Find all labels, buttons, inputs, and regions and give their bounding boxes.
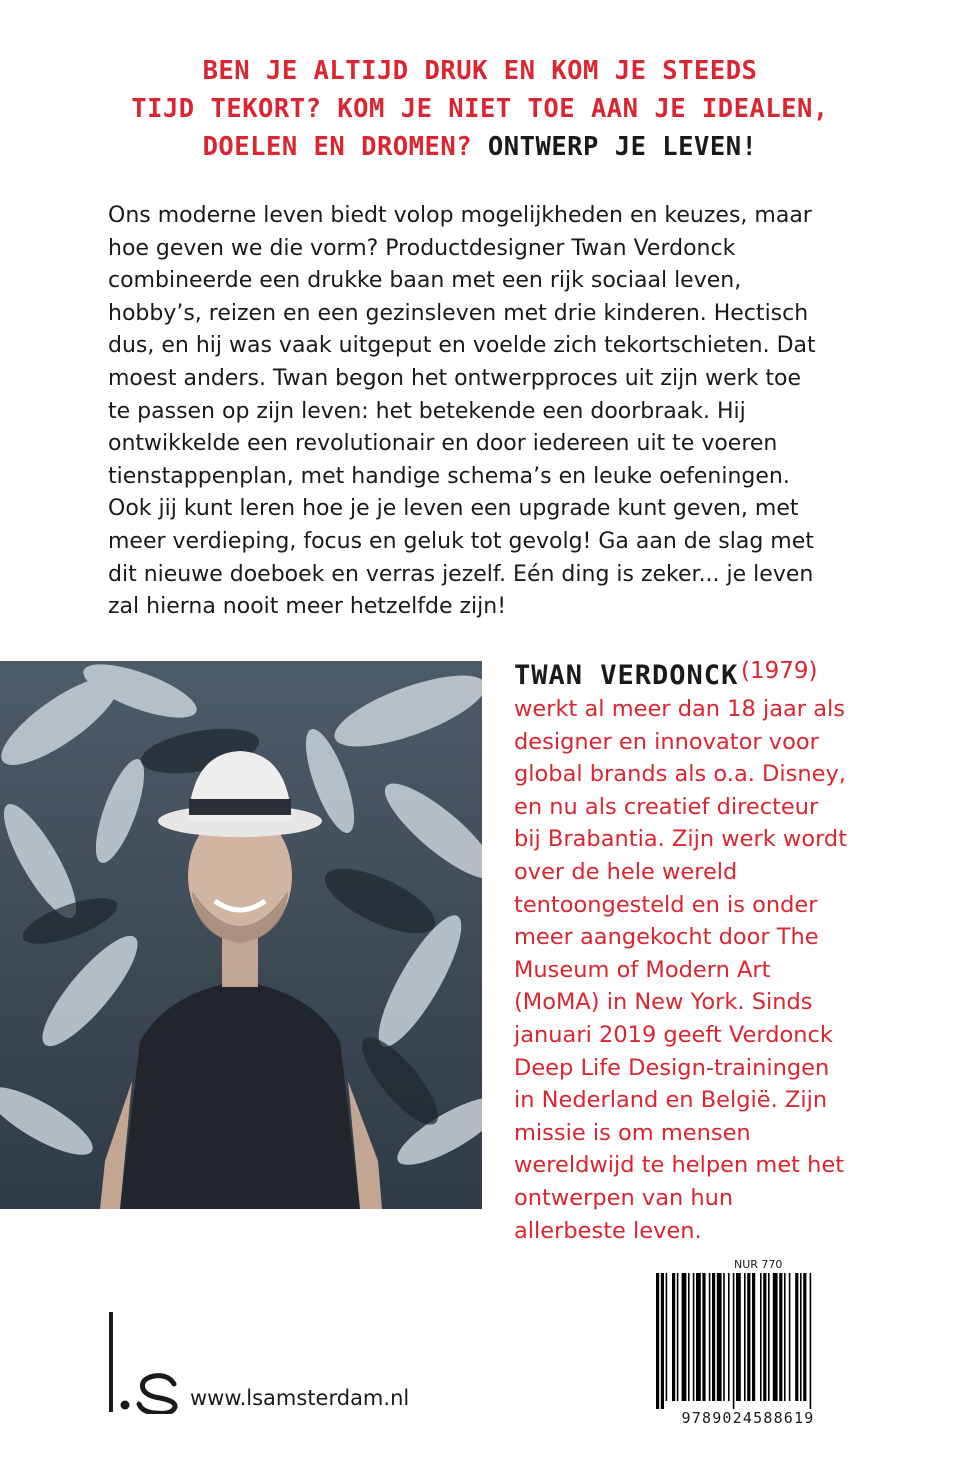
author-bio	[514, 693, 874, 1247]
publisher-logo	[108, 1312, 180, 1414]
bio-line: (MoMA) in New York. Sinds	[514, 989, 813, 1016]
blurb-line: ontwikkelde een revolutionair en door iedereen uit te voeren	[108, 431, 778, 457]
barcode-bar	[779, 1273, 782, 1401]
barcode-bar	[763, 1273, 766, 1401]
barcode-bar	[717, 1273, 722, 1401]
blurb-line: Ons moderne leven biedt volop mogelijkheden en keuzes, maar	[108, 203, 812, 228]
blurb-line: dus, en hij was vaak uitgeput en voelde zich tekortschieten. Dat	[108, 333, 816, 359]
barcode-digits: 9789024588619	[681, 1409, 815, 1425]
barcode-bar	[682, 1273, 687, 1401]
barcode-bar	[752, 1273, 755, 1401]
barcode-bar	[672, 1273, 675, 1401]
bio-line: werkt al meer dan 18 jaar als	[514, 696, 845, 722]
barcode-bar	[677, 1273, 679, 1401]
author-photo	[0, 661, 482, 1209]
blurb-line: zal hierna nooit meer hetzelfde zijn!	[108, 594, 507, 620]
bio-line: in Nederland en België. Zijn	[514, 1087, 828, 1114]
barcode-bar	[656, 1273, 659, 1409]
headline-line-1: BEN JE ALTIJD DRUK EN KOM JE STEEDS	[202, 56, 758, 86]
blurb-line: combineerde een drukke baan met een rijk sociaal leven,	[108, 268, 742, 294]
back-cover-blurb	[108, 200, 848, 624]
barcode-bar	[800, 1273, 802, 1401]
barcode-bar	[728, 1273, 730, 1401]
publisher-website: www.lsamsterdam.nl	[190, 1386, 410, 1410]
barcode-bar	[773, 1273, 778, 1401]
barcode-bar	[810, 1273, 812, 1409]
barcode-bar	[688, 1273, 690, 1401]
nur-code: NUR 770	[734, 1258, 783, 1271]
bio-line: Museum of Modern Art	[514, 956, 771, 983]
bio-line: Deep Life Design-trainingen	[514, 1054, 830, 1081]
bio-line: designer en innovator voor	[514, 728, 819, 755]
barcode-bar	[693, 1273, 695, 1401]
headline-line-2: TIJD TEKORT? KOM JE NIET TOE AAN JE IDEALEN,	[131, 94, 829, 124]
barcode-bar	[795, 1273, 798, 1401]
blurb-line: moest anders. Twan begon het ontwerpproces uit zijn werk toe	[108, 365, 802, 391]
blurb-line: dit nieuwe doeboek en verras jezelf. Eén ding is zeker... je leven	[108, 561, 814, 587]
bio-line: allerbeste leven.	[514, 1217, 702, 1244]
blurb-line: Ook jij kunt leren hoe je je leven een upgrade kunt geven, met	[108, 496, 799, 522]
blurb-line: te passen op zijn leven: het betekende een doorbraak. Hij	[108, 398, 746, 424]
blurb-line: hobby’s, reizen en een gezinsleven met drie kinderen. Hectisch	[108, 300, 809, 326]
barcode-bar	[768, 1273, 770, 1401]
barcode-bar	[666, 1273, 668, 1401]
blurb-line: meer verdieping, focus en geluk tot gevolg! Ga aan de slag met	[108, 528, 814, 554]
barcode-bar	[760, 1273, 762, 1401]
headline	[0, 52, 960, 166]
headline-line-3-title: ONTWERP JE LEVEN!	[487, 132, 758, 162]
author-birth-year: (1979)	[741, 658, 818, 684]
barcode-bar	[736, 1273, 741, 1401]
bio-line: global brands als o.a. Disney,	[514, 761, 846, 788]
barcode-bar	[747, 1273, 750, 1401]
barcode-bar	[709, 1273, 711, 1401]
bio-line: bij Brabantia. Zijn werk wordt	[514, 826, 848, 853]
bio-line: januari 2019 geeft Verdonck	[514, 1021, 833, 1048]
bio-line: en nu als creatief directeur	[514, 793, 819, 820]
barcode-bar	[702, 1273, 705, 1401]
bio-line: wereldwijd te helpen met het	[514, 1152, 845, 1179]
headline-line-3	[0, 128, 960, 166]
barcode-bar	[744, 1273, 746, 1401]
blurb-line: tienstappenplan, met handige schema’s en leuke oefeningen.	[108, 463, 790, 489]
bio-line: tentoongesteld en is onder	[514, 891, 818, 918]
barcode-bar	[661, 1273, 664, 1409]
headline-line-3-question: DOELEN EN DROMEN?	[202, 132, 473, 162]
isbn-barcode	[652, 1273, 844, 1425]
barcode-bar	[712, 1273, 715, 1401]
bio-line: ontwerpen van hun	[514, 1184, 734, 1211]
author-name: TWAN VERDONCK	[514, 660, 739, 691]
blurb-line: hoe geven we die vorm? Productdesigner Twan Verdonck	[108, 235, 736, 261]
bio-line: meer aangekocht door The	[514, 924, 819, 951]
barcode-bar	[723, 1273, 725, 1401]
barcode-bar	[784, 1273, 786, 1401]
barcode-bar	[789, 1273, 791, 1401]
barcode-bar	[696, 1273, 701, 1401]
bio-line: over de hele wereld	[514, 858, 738, 885]
barcode-bar	[733, 1273, 735, 1409]
barcode-bar	[803, 1273, 806, 1401]
bio-line: missie is om mensen	[514, 1119, 751, 1146]
